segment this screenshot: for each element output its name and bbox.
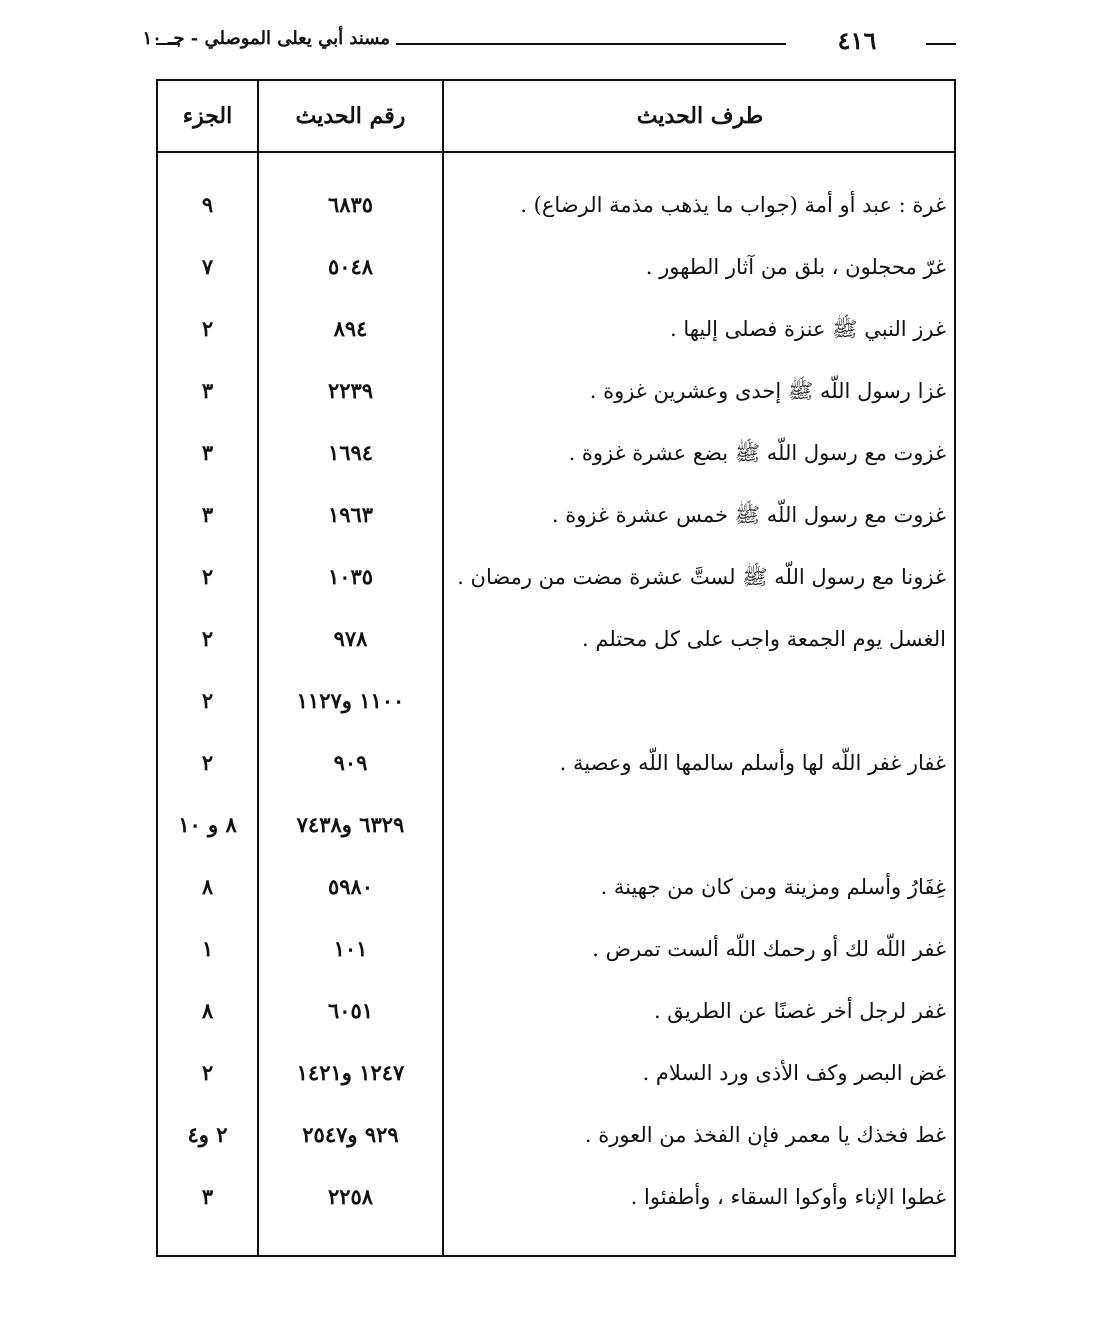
hadith-number-cell: ١٠١ xyxy=(333,936,368,961)
part-cell: ٨ xyxy=(201,998,214,1023)
hadith-number-cell: ١٢٤٧ و١٤٢١ xyxy=(296,1060,405,1085)
hadith-number-cell: ١٦٩٤ xyxy=(327,440,374,465)
column-header-text: طرف الحديث xyxy=(636,103,764,129)
hadith-text-cell: غزوت مع رسول اللّه ﷺ بضع عشرة غزوة . xyxy=(568,441,946,465)
part-cell: ٢ xyxy=(201,1060,214,1085)
part-cell: ٢ xyxy=(201,688,214,713)
table-row xyxy=(158,918,954,980)
part-cell: ٩ xyxy=(201,192,214,217)
part-cell: ٧ xyxy=(201,254,214,279)
table-row xyxy=(158,608,954,670)
hadith-number-cell: ٥٠٤٨ xyxy=(327,254,374,279)
table-row xyxy=(158,980,954,1042)
table-row xyxy=(158,546,954,608)
column-header-number: رقم الحديث xyxy=(295,103,406,129)
part-cell: ٣ xyxy=(201,440,214,465)
part-cell: ٨ xyxy=(201,874,214,899)
table-row xyxy=(158,422,954,484)
hadith-number-cell: ٩٠٩ xyxy=(333,750,368,775)
hadith-text-cell: غرز النبي ﷺ عنزة فصلى إليها . xyxy=(669,317,946,341)
part-cell: ١ xyxy=(201,936,214,961)
hadith-text-cell: غرة : عبد أو أمة (جواب ما يذهب مذمة الرضاع) . xyxy=(520,193,946,217)
hadith-number-cell: ٩٢٩ و٢٥٤٧ xyxy=(302,1122,399,1147)
part-cell: ٨ و ١٠ xyxy=(178,812,237,837)
table-row xyxy=(158,298,954,360)
table-row xyxy=(158,732,954,794)
part-cell: ٢ xyxy=(201,316,214,341)
hadith-text-cell xyxy=(458,670,946,732)
hadith-number-cell: ١١٠٠ و١١٢٧ xyxy=(296,688,405,713)
table-row xyxy=(158,360,954,422)
table-body xyxy=(158,174,954,1228)
page-number: ٤١٦ xyxy=(837,26,877,55)
hadith-number-cell: ٨٩٤ xyxy=(333,316,368,341)
hadith-number-cell: ٦٠٥١ xyxy=(327,998,374,1023)
part-cell: ٣ xyxy=(201,1184,214,1209)
table-row xyxy=(158,1166,954,1228)
hadith-text-cell: غفر لرجل أخر غصنًا عن الطريق . xyxy=(653,999,946,1023)
hadith-number-cell: ٦٣٢٩ و٧٤٣٨ xyxy=(296,812,405,837)
hadith-number-cell: ١٠٣٥ xyxy=(327,564,374,589)
hadith-number-cell: ٥٩٨٠ xyxy=(327,874,374,899)
hadith-number-cell: ٩٧٨ xyxy=(333,626,368,651)
table-row xyxy=(158,670,954,732)
part-cell: ٢ xyxy=(201,564,214,589)
hadith-text-cell: الغسل يوم الجمعة واجب على كل محتلم . xyxy=(582,627,946,651)
hadith-index-table xyxy=(156,79,956,1257)
part-cell: ٢ و٤ xyxy=(187,1122,228,1147)
table-row xyxy=(158,1104,954,1166)
hadith-text-cell: غزوت مع رسول اللّه ﷺ خمس عشرة غزوة . xyxy=(551,503,946,527)
hadith-number-cell: ٢٢٣٩ xyxy=(327,378,374,403)
part-cell: ٣ xyxy=(201,502,214,527)
table-row xyxy=(158,174,954,236)
table-row xyxy=(158,1042,954,1104)
table-row xyxy=(158,856,954,918)
hadith-text-cell: غزونا مع رسول اللّه ﷺ لستَّ عشرة مضت من رمضان . xyxy=(457,565,946,589)
table-row xyxy=(158,794,954,856)
hadith-text-cell xyxy=(458,794,946,856)
hadith-number-cell: ٢٢٥٨ xyxy=(327,1184,374,1209)
book-title: مسند أبي يعلى الموصلي - جـ ١٠ xyxy=(142,28,390,49)
header-rule xyxy=(396,43,786,45)
hadith-number-cell: ١٩٦٣ xyxy=(327,502,374,527)
hadith-text-cell: غض البصر وكف الأذى ورد السلام . xyxy=(642,1061,946,1085)
hadith-text-cell: غط فخذك يا معمر فإن الفخذ من العورة . xyxy=(584,1123,946,1147)
hadith-number-cell: ٦٨٣٥ xyxy=(327,192,374,217)
header-rule xyxy=(926,43,956,45)
part-cell: ٢ xyxy=(201,626,214,651)
part-cell: ٢ xyxy=(201,750,214,775)
hadith-text-cell: غزا رسول اللّه ﷺ إحدى وعشرين غزوة . xyxy=(589,379,946,403)
hadith-text-cell: غفار غفر اللّه لها وأسلم سالمها اللّه وعصية . xyxy=(559,751,946,775)
hadith-text-cell: غِفَارُ وأسلم ومزينة ومن كان من جهينة . xyxy=(600,875,946,899)
table-row xyxy=(158,236,954,298)
table-row xyxy=(158,484,954,546)
header-divider xyxy=(158,151,954,153)
hadith-text-cell: غرّ محجلون ، بلق من آثار الطهور . xyxy=(645,255,946,279)
part-cell: ٣ xyxy=(201,378,214,403)
column-header-part: الجزء xyxy=(182,103,233,129)
running-header xyxy=(142,26,956,60)
hadith-text-cell: غفر اللّه لك أو رحمك اللّه ألست تمرض . xyxy=(592,937,946,961)
hadith-text-cell: غطوا الإناء وأوكوا السقاء ، وأطفئوا . xyxy=(630,1185,946,1209)
